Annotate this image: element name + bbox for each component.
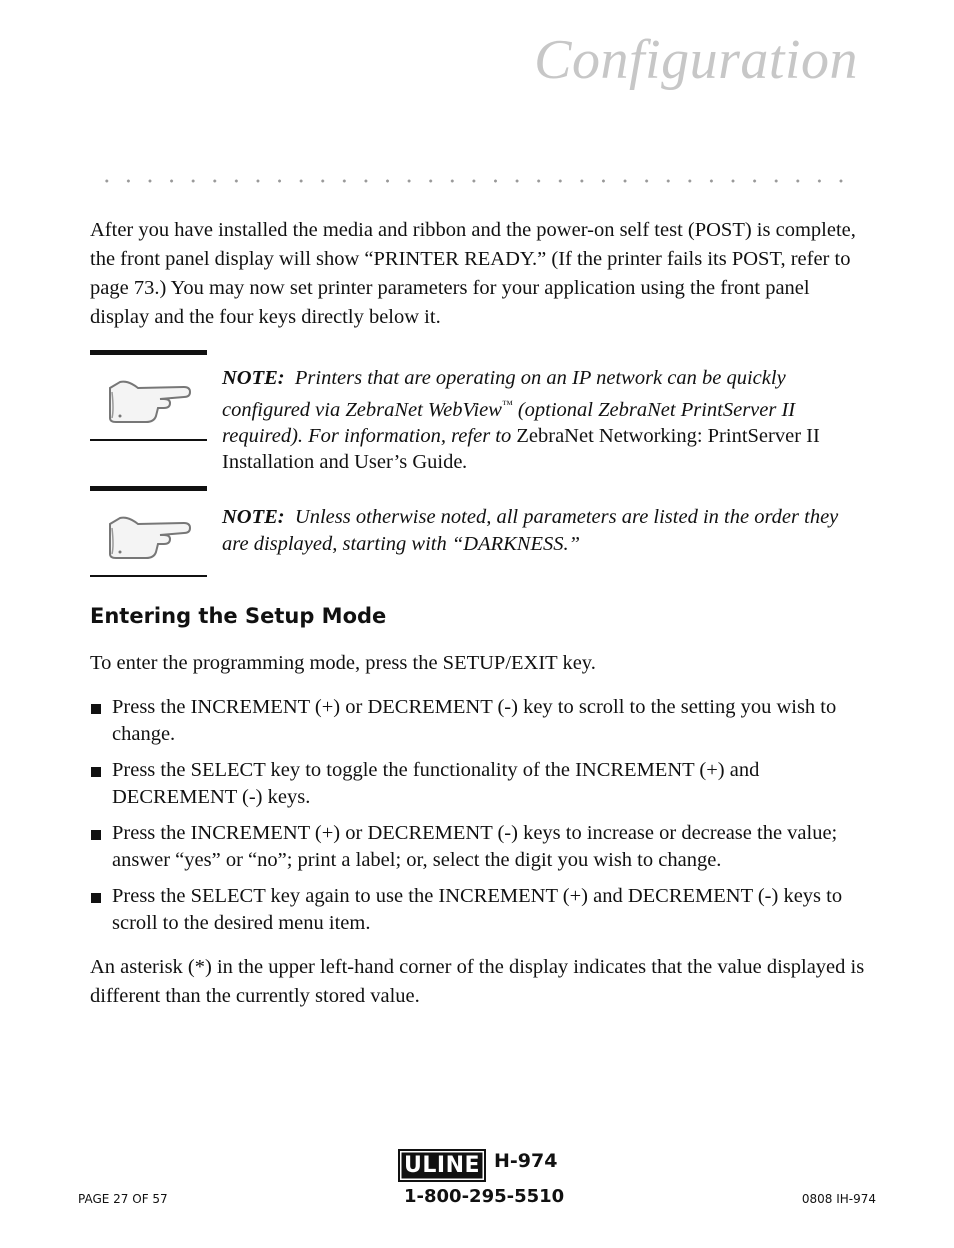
note-2 <box>90 486 870 581</box>
section-lead: To enter the programming mode, press the SETUP/EXIT key. <box>90 652 596 674</box>
bullet-square-icon <box>91 767 101 777</box>
note-italic-text: Printers that are operating on an IP network can be quickly configured via ZebraNet WebView <box>222 367 786 421</box>
bullet-square-icon <box>91 830 101 840</box>
note-label: NOTE: <box>222 506 285 528</box>
closing-paragraph: An asterisk (*) in the upper left-hand corner of the display indicates that the value displayed is different than the currently stored value. <box>90 956 865 1007</box>
list-item <box>90 757 870 810</box>
list-item <box>90 883 870 936</box>
note-text <box>222 504 867 557</box>
list-item <box>90 694 870 747</box>
dotted-divider <box>96 178 854 184</box>
guide-title: ZebraNet Networking: PrintServer II Installation and User’s Guide <box>222 424 820 474</box>
model-number: H-974 <box>494 1150 558 1172</box>
pointing-hand-icon <box>98 370 194 430</box>
page-title: Configuration <box>534 29 858 91</box>
pointing-hand-icon <box>98 506 194 566</box>
document-code: 0808 IH-974 <box>801 1192 876 1206</box>
list-item <box>90 820 870 873</box>
list-item-text: Press the SELECT key to toggle the functionality of the INCREMENT (+) and DECREMENT (-) keys. <box>112 759 760 808</box>
note-italic-text-2: (optional ZebraNet PrintServer II required). For information, refer to <box>222 398 796 447</box>
list-item-text: Press the INCREMENT (+) or DECREMENT (-) key to scroll to the setting you wish to change. <box>112 696 837 745</box>
note-text <box>222 365 867 476</box>
note-bar-bottom <box>90 575 207 577</box>
note-end: . <box>462 451 468 474</box>
instruction-list <box>90 694 870 946</box>
note-1 <box>90 350 870 474</box>
page-number: PAGE 27 OF 57 <box>78 1192 168 1206</box>
trademark-symbol: ™ <box>501 398 513 411</box>
section-heading: Entering the Setup Mode <box>90 604 387 628</box>
list-item-text: Press the INCREMENT (+) or DECREMENT (-) keys to increase or decrease the value; answer “yes” or “no”; print a label; or, select the digit you wish to change. <box>112 822 838 871</box>
note-icon-block <box>90 350 207 355</box>
note-icon-block <box>90 486 207 491</box>
bullet-square-icon <box>91 704 101 714</box>
note-bar-bottom <box>90 439 207 441</box>
note-bar-top <box>90 486 207 491</box>
intro-paragraph: After you have installed the media and ribbon and the power-on self test (POST) is complete, the front panel display will show “PRINTER READY.” (If the printer fails its POST, refer to page 73.) You may now set printer parameters for your application using the front panel display and the four keys directly below it. <box>90 219 856 328</box>
list-item-text: Press the SELECT key again to use the INCREMENT (+) and DECREMENT (-) keys to scroll to the desired menu item. <box>112 885 843 934</box>
note-bar-top <box>90 350 207 355</box>
note-label: NOTE: <box>222 367 285 389</box>
note-italic-text: Unless otherwise noted, all parameters are listed in the order they are displayed, starting with “DARKNESS.” <box>222 506 839 555</box>
phone-number: 1-800-295-5510 <box>404 1186 565 1207</box>
bullet-square-icon <box>91 893 101 903</box>
uline-logo: ULINE <box>398 1149 486 1182</box>
